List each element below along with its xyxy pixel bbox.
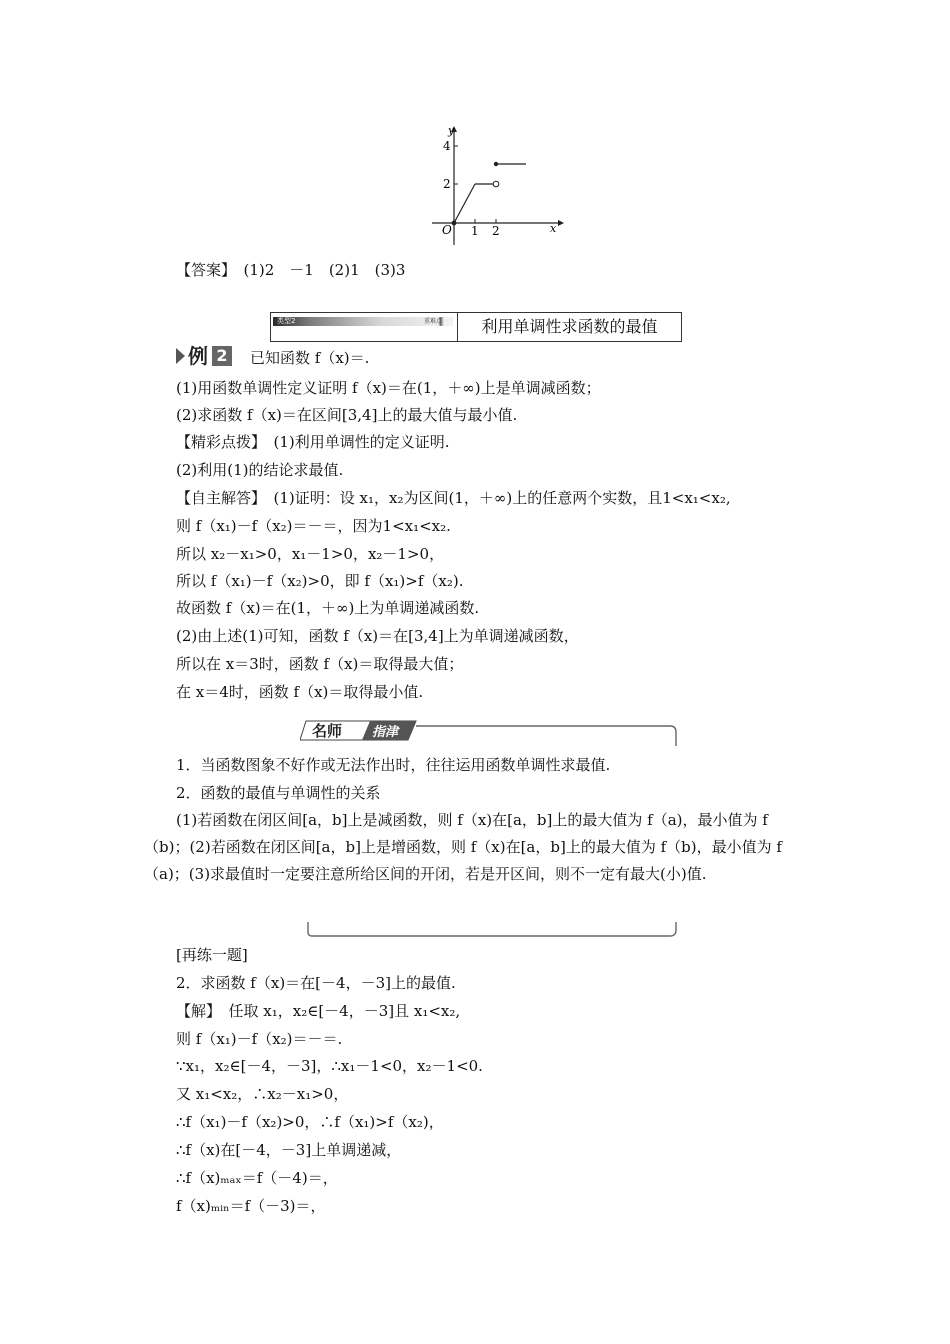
practice-line: f（x)ₘᵢₙ＝f（－3)＝， [176, 1197, 326, 1215]
text-line: 则 f（x₁)－f（x₂)＝－＝，因为1<x₁<x₂. [176, 517, 451, 535]
text-line: (2)由上述(1)可知，函数 f（x)＝在[3,4]上为单调递减函数， [176, 627, 579, 645]
text-line: (1)用函数单调性定义证明 f（x)＝在(1，＋∞)上是单调减函数； [176, 379, 601, 397]
y-tick-label-4: 4 [443, 139, 451, 153]
text-line: 【精彩点拨】 (1)利用单调性的定义证明. [176, 433, 450, 451]
banner-tag: 类型2 [277, 317, 296, 325]
y-tick-label-2: 2 [443, 177, 451, 191]
teacher-title-a: 名师 [312, 722, 343, 740]
practice-line: 又 x₁<x₂，∴x₂－x₁>0， [176, 1085, 349, 1103]
x-axis-arrow [558, 220, 564, 226]
function-graph [420, 120, 570, 250]
origin-label: O [442, 223, 452, 237]
text-line: 【自主解答】 (1)证明：设 x₁，x₂为区间(1，＋∞)上的任意两个实数，且1<x₁<x₂, [176, 489, 731, 507]
section-banner [270, 312, 682, 342]
practice-line: ∴f（x₁)－f（x₂)>0，∴f（x₁)>f（x₂)， [176, 1113, 444, 1131]
example-badge [176, 344, 234, 368]
practice-line: [再练一题] [176, 946, 248, 964]
badge-number: 2 [212, 346, 232, 366]
practice-line: ∴f（x)在[－4，－3]上单调递减， [176, 1141, 402, 1159]
text-line: 所以 f（x₁)－f（x₂)>0，即 f（x₁)>f（x₂). [176, 572, 464, 590]
teacher-paragraph: (1)若函数在闭区间[a，b]上是减函数，则 f（x)在[a，b]上的最大值为 f（a)，最小值为 f（b)；(2)若函数在闭区间[a，b]上是增函数，则 f（x)在[a，b]上的最大值为 f（b)，最小值为 f（a)；(3)求最值时一定要注意所给区间的开闭，若是开区间，则不一定有最大(小)值. [144, 811, 782, 883]
teacher-top-border [416, 726, 676, 746]
practice-line: ∴f（x)ₘₐₓ＝f（－4)＝， [176, 1169, 338, 1187]
practice-line: 2．求函数 f（x)＝在[－4，－3]上的最值. [176, 974, 456, 992]
answer-line: 【答案】 (1)2 －1 (2)1 (3)3 [176, 261, 406, 279]
badge-arrow-icon [176, 348, 185, 364]
x-axis-label: x [550, 222, 557, 235]
text-line: 故函数 f（x)＝在(1，＋∞)上为单调递减函数. [176, 599, 480, 617]
text-line: 在 x＝4时，函数 f（x)＝取得最小值. [176, 683, 424, 701]
example-intro: 已知函数 f（x)＝. [250, 349, 370, 367]
text-line: 所以在 x＝3时，函数 f（x)＝取得最大值； [176, 655, 464, 673]
teacher-point-2: 2．函数的最值与单调性的关系 [176, 784, 381, 802]
practice-line: 【解】 任取 x₁，x₂∈[－4，－3]且 x₁<x₂, [176, 1002, 461, 1020]
banner-sub: 重难点 [424, 318, 443, 325]
text-line: 所以 x₂－x₁>0，x₁－1>0，x₂－1>0， [176, 545, 445, 563]
origin-point [452, 221, 457, 226]
practice-line: ∵x₁，x₂∈[－4，－3]，∴x₁－1<0，x₂－1<0. [176, 1057, 483, 1075]
banner-label-area [271, 313, 458, 341]
y-axis-label: y [448, 124, 455, 137]
x-tick-label-1: 1 [471, 224, 479, 238]
text-line: (2)利用(1)的结论求最值. [176, 461, 344, 479]
segment-rising [454, 184, 475, 223]
text-line: (2)求函数 f（x)＝在区间[3,4]上的最大值与最小值. [176, 406, 518, 424]
x-tick-label-2: 2 [492, 224, 500, 238]
section-title: 利用单调性求函数的最值 [481, 317, 658, 336]
open-point [493, 181, 499, 187]
teacher-point-1: 1．当函数图象不好作或无法作出时，往往运用函数单调性求最值. [176, 756, 611, 774]
practice-line: 则 f（x₁)－f（x₂)＝－＝. [176, 1030, 343, 1048]
teacher-bottom-border [308, 922, 676, 936]
teacher-title-b: 指津 [372, 725, 399, 740]
badge-word: 例 [188, 344, 208, 368]
